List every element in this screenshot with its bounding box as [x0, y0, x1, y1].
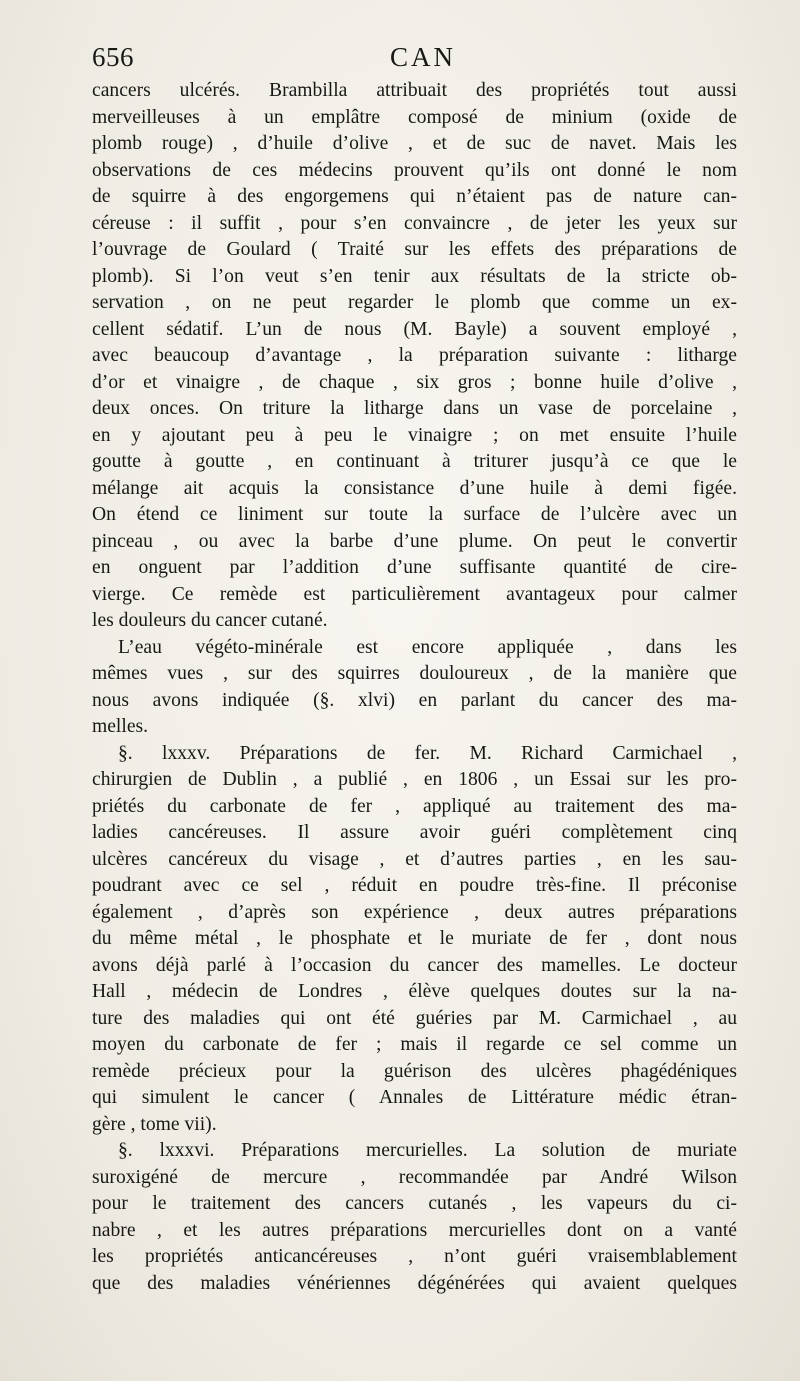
page-number: 656	[92, 42, 134, 72]
text-line: observations de ces médecins prouvent qu’ils ont donné le nom	[92, 159, 737, 181]
text-line: pour le traitement des cancers cutanés , les vapeurs du ci-	[92, 1193, 737, 1214]
text-line: mêmes vues , sur des squirres douloureux , de la manière que	[92, 663, 737, 684]
text-line: mélange ait acquis la consistance d’une huile à demi figée.	[92, 477, 737, 499]
text-line: les propriétés anticancéreuses , n’ont guéri vraisemblablement	[92, 1246, 737, 1267]
text-line: en y ajoutant peu à peu le vinaigre ; on met ensuite l’huile	[92, 424, 737, 446]
text-line: deux onces. On triture la litharge dans un vase de porcelaine ,	[92, 398, 737, 419]
running-head: CAN	[390, 42, 457, 72]
text-line: que des maladies vénériennes dégénérées qui avaient quelques	[92, 1272, 737, 1294]
text-line: en onguent par l’addition d’une suffisante quantité de cire-	[92, 557, 737, 578]
page-header	[92, 42, 737, 78]
text-line: poudrant avec ce sel , réduit en poudre très-fine. Il préconise	[92, 875, 737, 896]
text-line: ture des maladies qui ont été guéries par M. Carmichael , au	[92, 1007, 737, 1029]
text-line: plomb rouge) , d’huile d’olive , et de suc de navet. Mais les	[92, 133, 737, 154]
text-line: chirurgien de Dublin , a publié , en 1806 , un Essai sur les pro-	[92, 769, 737, 790]
text-line: §. lxxxvi. Préparations mercurielles. La solution de muriate	[118, 1140, 737, 1161]
text-line: suroxigéné de mercure , recommandée par André Wilson	[92, 1166, 737, 1188]
text-line: cancers ulcérés. Brambilla attribuait des propriétés tout aussi	[92, 80, 737, 101]
text-line: l’ouvrage de Goulard ( Traité sur les effets des préparations de	[92, 239, 737, 260]
text-line: avons déjà parlé à l’occasion du cancer des mamelles. Le docteur	[92, 954, 737, 976]
text-line: de squirre à des engorgemens qui n’étaient pas de nature can-	[92, 186, 737, 207]
text-line: merveilleuses à un emplâtre composé de minium (oxide de	[92, 106, 737, 128]
text-line: qui simulent le cancer ( Annales de Littérature médic étran-	[92, 1087, 737, 1108]
text-line: melles.	[92, 716, 149, 737]
text-line: ulcères cancéreux du visage , et d’autres parties , en les sau-	[92, 848, 737, 870]
text-line: remède précieux pour la guérison des ulcères phagédéniques	[92, 1060, 737, 1082]
text-line: également , d’après son expérience , deux autres préparations	[92, 901, 737, 923]
body-text	[92, 78, 737, 1297]
text-line: Hall , médecin de Londres , élève quelques doutes sur la na-	[92, 981, 737, 1002]
text-line: nous avons indiquée (§. xlvi) en parlant du cancer des ma-	[92, 689, 737, 711]
text-line: avec beaucoup d’avantage , la préparation suivante : litharge	[92, 345, 737, 366]
text-line: goutte à goutte , en continuant à triturer jusqu’à ce que le	[92, 451, 737, 472]
text-line: plomb). Si l’on veut s’en tenir aux résultats de la stricte ob-	[92, 265, 737, 287]
text-line: nabre , et les autres préparations mercurielles dont on a vanté	[92, 1219, 737, 1241]
text-line: vierge. Ce remède est particulièrement avantageux pour calmer	[92, 583, 737, 605]
text-line: priétés du carbonate de fer , appliqué au traitement des ma-	[92, 795, 737, 817]
text-line: On étend ce liniment sur toute la surface de l’ulcère avec un	[92, 504, 737, 525]
text-line: pinceau , ou avec la barbe d’une plume. On peut le convertir	[92, 530, 737, 552]
text-line: §. lxxxv. Préparations de fer. M. Richard Carmichael ,	[118, 742, 737, 764]
text-line: servation , on ne peut regarder le plomb que comme un ex-	[92, 292, 737, 313]
text-line: les douleurs du cancer cutané.	[92, 610, 328, 631]
text-line: gère , tome vii).	[92, 1113, 217, 1135]
text-line: du même métal , le phosphate et le muriate de fer , dont nous	[92, 928, 737, 949]
text-line: moyen du carbonate de fer ; mais il regarde ce sel comme un	[92, 1034, 737, 1055]
text-line: céreuse : il suffit , pour s’en convaincre , de jeter les yeux sur	[92, 212, 737, 234]
text-line: ladies cancéreuses. Il assure avoir guéri complètement cinq	[92, 822, 737, 843]
text-line: L’eau végéto-minérale est encore appliquée , dans les	[118, 636, 737, 658]
text-line: d’or et vinaigre , de chaque , six gros ; bonne huile d’olive ,	[92, 371, 737, 393]
text-line: cellent sédatif. L’un de nous (M. Bayle) a souvent employé ,	[92, 318, 737, 340]
